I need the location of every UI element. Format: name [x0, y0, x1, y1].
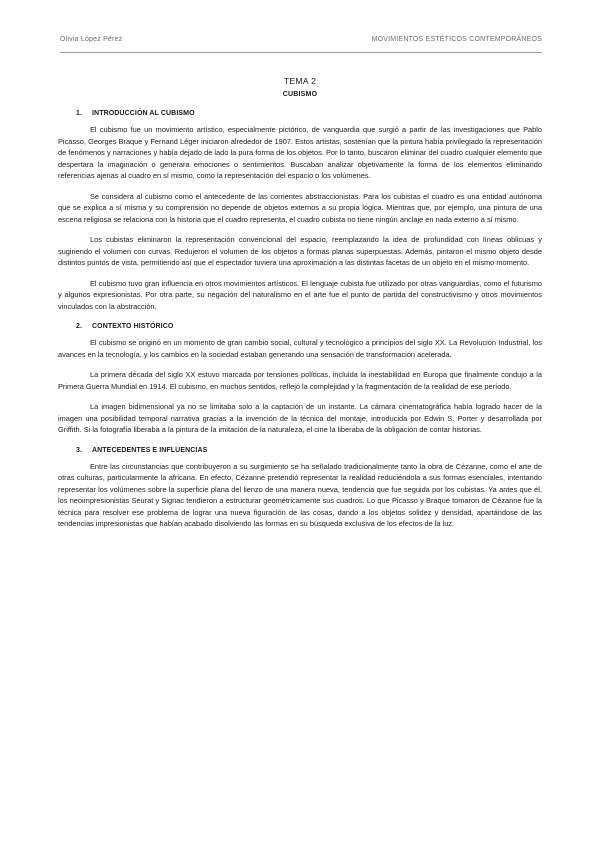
paragraph: El cubismo tuvo gran influencia en otros movimientos artísticos. El lenguaje cubista fue utilizado por otras vanguardias, como el futurismo y algunos expresionistas. Por otra parte, su negación del naturalismo en el arte fue el punto de partida del constructivismo y otros movimientos vinculados con la abstracción.: [58, 278, 542, 311]
section-heading: [58, 323, 542, 330]
paragraph: El cubismo fue un movimiento artístico, especialmente pictórico, de vanguardia que surgió a partir de las investigaciones que Pablo Picasso, Georges Braque y Fernand Léger iniciaron alrededor de 1907. Estos artistas, sostenían que la pintura había privilegiado la representación de fenómenos y narraciones y había dejado de lado la pura forma de los objetos. Por lo tanto, buscaron eliminar del cuadro cualquier elemento que despertara la imaginación o generara emociones o sentimientos. Buscaban analizar objetivamente la forma de los elementos eliminando referencias ajenas al cuadro en sí mismo, como la representación del espacio o los volúmenes.: [58, 125, 542, 180]
section-number: 2.: [76, 323, 83, 330]
paragraph: La imagen bidimensional ya no se limitaba solo a la captación de un instante. La cámara cinematográfica había logrado hacer de la imagen una posibilidad temporal narrativa gracias a la invención de la técnica del montaje, introducida por Edwin S. Porter y desarrollada por Griffith. Si la fotografía liberaba a la pintura de la imitación de la naturaleza, el cine la liberaba de la obligación de contar historias.: [58, 402, 542, 434]
header-course: MOVIMIENTOS ESTÉTICOS CONTEMPORÁNEOS: [371, 36, 542, 43]
document-body: [58, 76, 542, 539]
section-number: 3.: [76, 446, 83, 454]
document-title: TEMA 2: [283, 76, 317, 86]
section-heading: [58, 447, 542, 454]
paragraph: Los cubistas eliminaron la representación convencional del espacio, reemplazando la idea de profundidad con líneas oblicuas y sugiriendo el volumen con curvas. Redujeron el volumen de los objetos a formas planas superpuestas. Además, pintaron el mismo objeto desde distintos puntos de vista, permitiendo así que el espectador tuviera una aproximación a las distintas facetas de un objeto en el mismo momento.: [58, 235, 542, 267]
header-divider: [60, 52, 542, 53]
page-header: [60, 36, 542, 43]
section-title: INTRODUCCIÓN AL CUBISMO: [92, 110, 195, 117]
section-title: CONTEXTO HISTÓRICO: [92, 323, 174, 330]
section-heading: [58, 110, 542, 117]
paragraph: La primera década del siglo XX estuvo marcada por tensiones políticas, incluida la inestabilidad en Europa que finalmente condujo a la Primera Guerra Mundial en 1914. El cubismo, en muchos sentidos, reflejó la complejidad y la fragmentación de la realidad de ese período.: [58, 370, 542, 391]
document-subtitle: CUBISMO: [282, 91, 318, 98]
section-title: ANTECEDENTES E INFLUENCIAS: [92, 446, 208, 454]
paragraph: Se considera al cubismo como el antecedente de las corrientes abstraccionistas. Para los cubistas el cuadro es una entidad autónoma que se explica a sí misma y su comprensión no depende de objetos externos a su propia lógica. Mientras que, por ejemplo, una pintura de una escena religiosa se relaciona con la historia que el cuadro representa, el cuadro cubista no tiene ningún anclaje en nada externo a sí mismo.: [58, 191, 542, 224]
header-author: Olivia López Pérez: [60, 36, 123, 43]
section-number: 1.: [76, 110, 83, 117]
paragraph: El cubismo se originó en un momento de gran cambio social, cultural y tecnológico a principios del siglo XX. La Revolución Industrial, los avances en la tecnología, y los cambios en la sociedad estaban generando una sensación de transformación acelerada.: [58, 338, 542, 359]
paragraph: Entre las circunstancias que contribuyeron a su surgimiento se ha señalado tradicionalmente tanto la obra de Cézanne, como el arte de otras culturas, particularmente la africana. En efecto, Cézanne pretendió representar la realidad reduciéndola a sus formas esenciales, intentando representar los volúmenes sobre la superficie plana del lienzo de una manera nueva, tendencia que fue seguida por los cubistas. Ya antes que él, los neoimpresionistas Seurat y Signac tendieron a estructurar geométricamente sus cuadros. Lo que Picasso y Braque tomaron de Cézanne fue la técnica para resolver ese problema de lograr una nueva figuración de las cosas, dando a los objetos solidez y densidad, apartándose de las tendencias impresionistas que habían acabado disolviendo las formas en su búsqueda exclusiva de los efectos de la luz.: [58, 461, 542, 528]
